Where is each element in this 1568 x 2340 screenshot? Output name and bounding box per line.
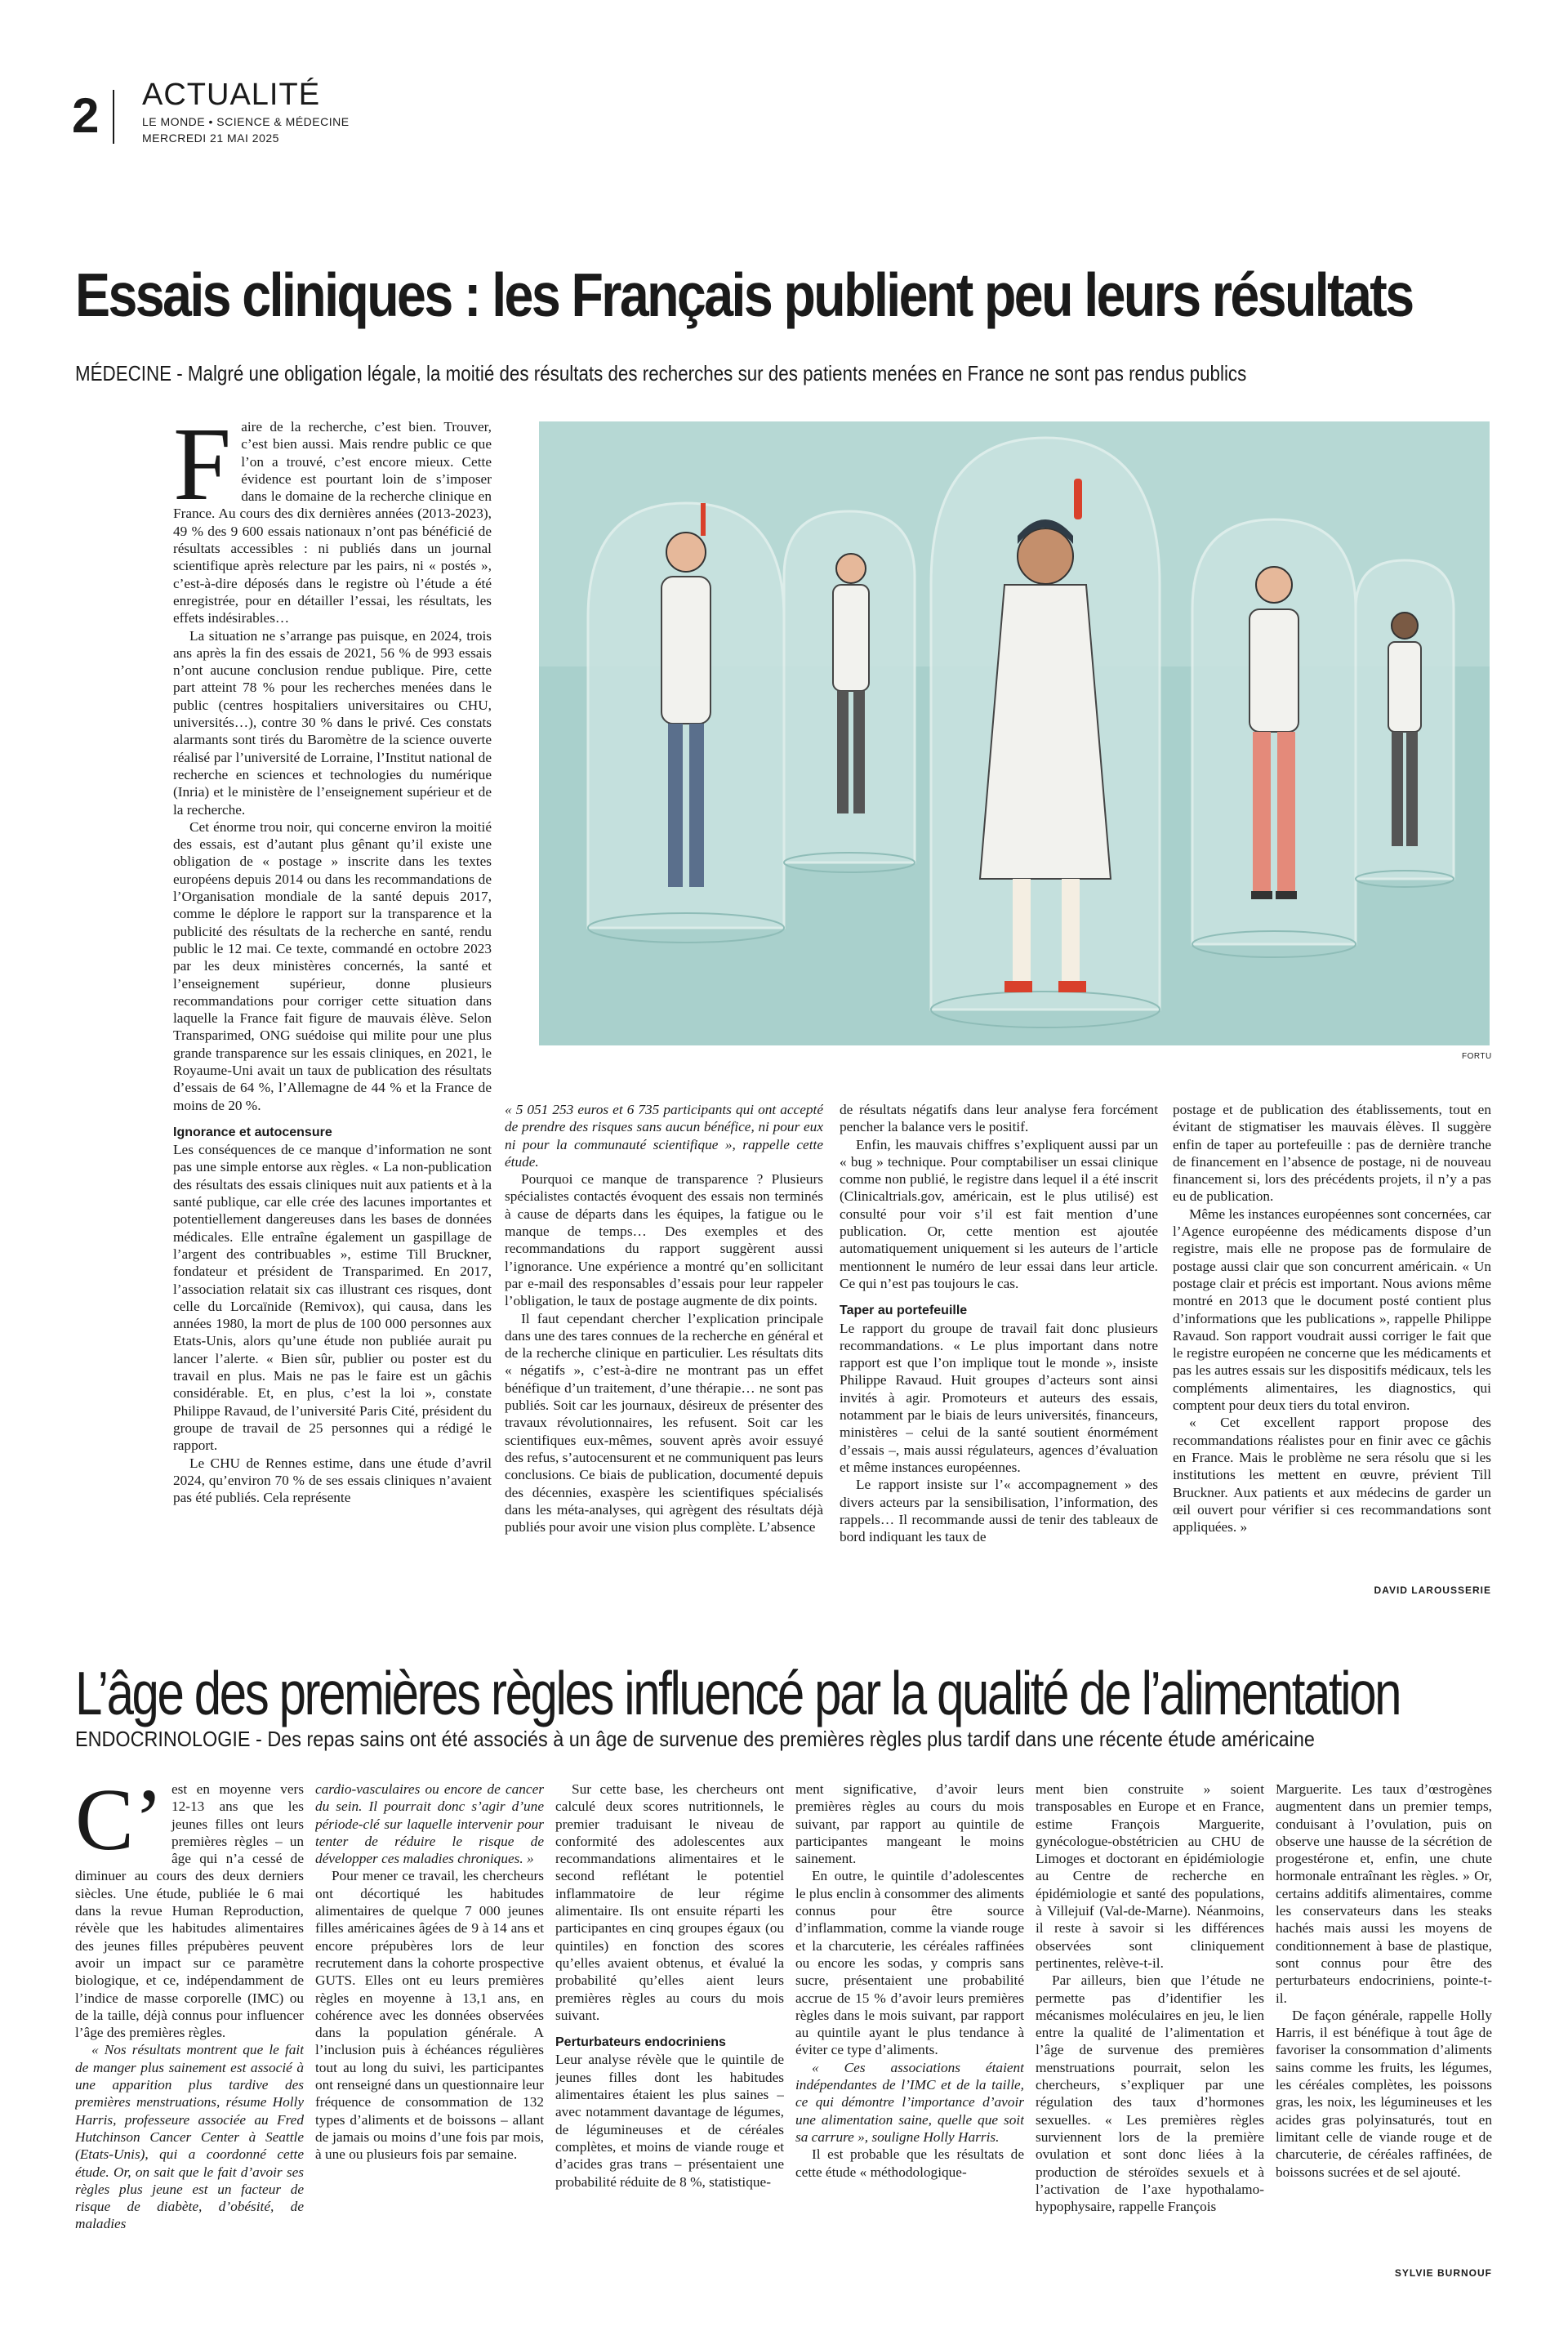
- article1-paragraph: « Cet excellent rapport propose des recommandations réalistes pour en finir avec ce gâchis en France. Mais le problème ne sera résolu que si les institutions les mettent en œuvre, prévient Till Bruckner. Aux patients et aux médecins de garder un œil ouvert pour vérifier si ces recommandations sont appliquées. »: [1173, 1415, 1491, 1535]
- article2-paragraph: Il est probable que les résultats de cette étude « méthodologique-: [795, 2146, 1024, 2180]
- scientists-in-bell-jars-illustration: [539, 421, 1490, 1045]
- article2-paragraph: est en moyenne vers 12-13 ans que les jeunes filles ont leurs premières règles – un âge qui n’a cessé de diminuer au cours des deux derniers siècles. Une étude, publiée le 6 mai dans la revue Human Reproduction, révèle que les habitudes alimentaires des jeunes filles prépubères peuvent avoir un impact sur ce paramètre biologique, et ce, indépendamment de l’indice de masse corporelle (IMC) ou de la taille, déjà connus pour influencer l’âge des premières règles.: [75, 1781, 304, 2041]
- edition-label: LE MONDE • SCIENCE & MÉDECINE: [142, 115, 350, 128]
- article2-paragraph: En outre, le quintile d’adolescentes le plus enclin à consommer des aliments connus pour être source d’inflammation, comme la viande rouge et la charcuterie, les céréales raffinées ou encore les sodas, y compris sans sucre, présentaient une probabilité accrue de 15 % d’avoir leurs premières règles dans le mois suivant, par rapport au quintile ayant le plus tendance à éviter ce type d’aliments.: [795, 1868, 1024, 2058]
- article1-subhead: Taper au portefeuille: [840, 1304, 968, 1318]
- article1-paragraph: Enfin, les mauvais chiffres s’expliquent aussi par un « bug » technique. Pour comptabiliser un essai clinique comme non publié, le registre dans lequel il a été inscrit (Clinicaltrials.gov, américain, est le plus utilisé) est consulté pour voir s’il est fait mention d’une publication. Or, cette mention est ajoutée automatiquement uniquement si les auteurs de l’article mentionnent le numéro de leur essai dans leur article. Ce qui n’est pas toujours le cas.: [840, 1136, 1158, 1291]
- article2-dek: [75, 1725, 1315, 1753]
- article1-headline: Essais cliniques : les Français publient peu leurs résultats: [75, 261, 1413, 329]
- article2-subhead: Perturbateurs endocriniens: [555, 2035, 726, 2050]
- article1-paragraph: Il faut cependant chercher l’explication principale dans une des tares connues de la recherche en général et de la recherche clinique en particulier. Les résultats dits « négatifs », c’est-à-dire ne montrant pas un effet bénéfique d’un traitement, d’une thérapie… ne sont pas publiés. Soit car les journaux, désireux de présenter des travaux révolutionnaires, les refusent. Soit car les scientifiques eux-mêmes, souvent après avoir essuyé des refus, s’autocensurent et ne communiquent pas leurs conclusions. Ce biais de publication, documenté depuis des décennies, exaspère les scientifiques spécialisés dans les méta-analyses, qui agrègent des résultats déjà publiés pour avoir une vision plus complète. L’absence: [505, 1310, 823, 1535]
- article2-paragraph: « Ces associations étaient indépendantes de l’IMC et de la taille, ce qui démontre l’importance d’avoir une alimentation saine, quelle que soit sa carrure », souligne Holly Harris.: [795, 2059, 1024, 2145]
- article1-paragraph: Pourquoi ce manque de transparence ? Plusieurs spécialistes contactés évoquent des essais non terminés à cause de départs dans les équipes, la fatigue ou le manque de temps… Des exemples et des recommandations du rapport suggèrent aussi l’ignorance. Une expérience a montré qu’en sollicitant par e-mail des responsables d’essais pour leur rappeler l’obligation, le taux de postage augmente de dix points.: [505, 1171, 823, 1309]
- article1-column-2: [505, 1101, 823, 1599]
- article1-paragraph: Cet énorme trou noir, qui concerne environ la moitié des essais, est d’autant plus gênant qu’il existe une obligation de « postage » inscrite dans les textes européens depuis 2014 ou dans les recommandations de l’Organisation mondiale de la santé depuis 2017, comme le déplore le rapport sur la transparence et la publicité des résultats de la recherche en santé, rendu public le 12 mai. Ce texte, commandé en octobre 2023 par les deux ministères concernés, la santé et l’enseignement supérieur, donne plusieurs recommandations pour corriger cette situation dans laquelle la France fait figure de mauvais élève. Selon Transparimed, ONG suédoise qui milite pour une plus grande transparence sur les essais cliniques, en 2021, le Royaume-Uni avait un taux de publication des résultats d’essais de 64 %, l’Allemagne de 44 % et la France de moins de 20 %.: [173, 818, 492, 1113]
- article2-paragraph: ment significative, d’avoir leurs premières règles au cours du mois suivant, par rapport au quintile de participantes mangeant le moins sainement.: [795, 1781, 1024, 1867]
- article2-headline: L’âge des premières règles influencé par la qualité de l’alimentation: [75, 1659, 1401, 1727]
- article2-column-5: [1036, 1781, 1264, 2271]
- article2-paragraph: ment bien construite » soient transposables en Europe et en France, estime François Marguerite, gynécologue-obstétricien au CHU de Limoges et doctorant en épidémiologie au Centre de recherche en épidémiologie et santé des populations, à Villejuif (Val-de-Marne). Néanmoins, il reste à savoir si les différences observées sont cliniquement pertinentes, relève-t-il.: [1036, 1781, 1264, 1971]
- article2-dropcap: C’: [75, 1781, 163, 1869]
- article2-column-4: [795, 1781, 1024, 2271]
- article1-column-3: [840, 1101, 1158, 1599]
- article1-dek-text: - Malgré une obligation légale, la moitié des résultats des recherches sur des patients menées en France ne sont pas rendus publics: [172, 361, 1247, 386]
- article1-paragraph: Le rapport insiste sur l’« accompagnement » des divers acteurs par la sensibilisation, l’information, des rappels… Il recommande aussi de tenir des tableaux de bord indiquant les taux de: [840, 1477, 1158, 1545]
- article2-paragraph: Pour mener ce travail, les chercheurs ont décortiqué les habitudes alimentaires de quelque 7 000 jeunes filles américaines âgées de 9 à 14 ans et encore prépubères lors de leur recrutement dans la cohorte prospective GUTS. Elles ont eu leurs premières règles en moyenne à 13,1 ans, en cohérence avec les données observées dans la population générale. A l’inclusion puis à échéances régulières tout au long du suivi, les participantes ont renseigné dans un questionnaire leur fréquence de consommation de 132 types d’aliments et de boissons – allant de jamais ou moins d’une fois par mois, à une ou plusieurs fois par semaine.: [315, 1868, 544, 2163]
- article2-column-6: [1276, 1781, 1492, 2262]
- illustration-credit: FORTU: [1462, 1052, 1492, 1061]
- article1-paragraph: postage et de publication des établissements, tout en évitant de stigmatiser les mauvais élèves. Il suggère enfin de taper au portefeuille : pas de dernière tranche de financement en l’absence de postage, ni de nouveau financement si, lors des précédents projets, il n’y a pas eu de publication.: [1173, 1102, 1491, 1205]
- illustration: [539, 421, 1490, 1045]
- article2-paragraph: cardio-vasculaires ou encore de cancer du sein. Il pourrait donc s’agir d’une période-clé sur laquelle intervenir pour tenter de réduire le risque de développer ces maladies chroniques. »: [315, 1781, 544, 1867]
- article2-paragraph: Sur cette base, les chercheurs ont calculé deux scores nutritionnels, le premier traduisant le niveau de conformité des adolescentes aux recommandations alimentaires et le second reflétant le potentiel inflammatoire de leur régime alimentaire. Ils ont ensuite réparti les participantes en cinq groupes égaux (ou quintiles) en fonction des scores qu’elles avaient obtenus, et évalué la probabilité qu’elles aient leurs premières règles au cours du mois suivant.: [555, 1781, 784, 2023]
- article1-paragraph: Le CHU de Rennes estime, dans une étude d’avril 2024, qu’environ 70 % de ses essais cliniques n’avaient pas été publiés. Cela représente: [173, 1455, 492, 1506]
- article1-column-1: [173, 418, 492, 1598]
- article2-kicker: ENDOCRINOLOGIE: [75, 1727, 251, 1751]
- article2-paragraph: Leur analyse révèle que le quintile de jeunes filles dont les habitudes alimentaires étaient les plus saines – avec notamment davantage de légumes, de légumineuses et de céréales complètes, et moins de viande rouge et d’acides gras trans – présentaient une probabilité réduite de 8 %, statistique-: [555, 2052, 784, 2190]
- article2-dek-text: - Des repas sains ont été associés à un âge de survenue des premières règles plus tardif dans une récente étude américaine: [250, 1727, 1315, 1751]
- article1-signature: DAVID LAROUSSERIE: [1374, 1585, 1491, 1596]
- article2-paragraph: Par ailleurs, bien que l’étude ne permette pas d’identifier les mécanismes moléculaires en jeu, le lien entre la qualité de l’alimentation et l’âge de survenue des premières menstruations pourrait, selon les chercheurs, s’expliquer par une régulation des taux d’hormones sexuelles. « Les premières règles surviennent lors de la première ovulation et sont donc liées à la production de stéroïdes sexuels et à l’activation de l’axe hypothalamo-hypophysaire, rappelle François: [1036, 1972, 1264, 2215]
- article2-paragraph: De façon générale, rappelle Holly Harris, il est bénéfique à tout âge de favoriser la consommation d’aliments sains comme les fruits, les légumes, les céréales complètes, les poissons gras, les noix, les légumineuses et les acides gras polyinsaturés, tout en limitant celle de viande rouge et de charcuterie, de céréales raffinées, de boissons sucrées et de sel ajouté.: [1276, 2007, 1492, 2180]
- article2-paragraph: « Nos résultats montrent que le fait de manger plus sainement est associé à une apparition plus tardive des premières menstruations, résume Holly Harris, professeure associée au Fred Hutchinson Cancer Center à Seattle (Etats-Unis), qui a coordonné cette étude. Or, on sait que le fait d’avoir ses règles plus jeune est un facteur de risque de diabète, d’obésité, de maladies: [75, 2042, 304, 2232]
- article1-dropcap: F: [173, 418, 232, 522]
- article1-paragraph: aire de la recherche, c’est bien. Trouver, c’est bien aussi. Mais rendre public ce que l’on a trouvé, c’est encore mieux. Cette évidence est pourtant loin de s’imposer dans le domaine de la recherche clinique en France. Au cours des dix dernières années (2013-2023), 49 % des 9 600 essais nationaux n’ont pas bénéficié de résultats accessibles : ni publiés dans un journal scientifique après relecture par les pairs, ni « postés », c’est-à-dire déposés dans le registre où l’étude a été enregistrée, pour en détailler l’essai, les résultats, les effets indésirables…: [173, 419, 492, 626]
- article2-paragraph: Marguerite. Les taux d’œstrogènes augmentent dans un premier temps, conduisant à l’ovulation, puis on observe une hausse de la sécrétion de progestérone et, enfin, une chute hormonale entraînant les règles. » Or, certains additifs alimentaires, comme les conservateurs dans les steaks hachés mais aussi les moyens de conditionnement à base de plastique, sont connus pour être des perturbateurs endocriniens, pointe-t-il.: [1276, 1781, 1492, 2006]
- article1-dek: [75, 359, 1246, 387]
- article1-column-4: [1173, 1101, 1491, 1583]
- article2-column-3: [555, 1781, 784, 2271]
- header-divider: [113, 90, 114, 144]
- article1-paragraph: « 5 051 253 euros et 6 735 participants qui ont accepté de prendre des risques sans aucun bénéfice, ni pour eux ni pour la communauté scientifique », rappelle cette étude.: [505, 1102, 823, 1170]
- issue-date: MERCREDI 21 MAI 2025: [142, 131, 279, 145]
- article1-paragraph: de résultats négatifs dans leur analyse fera forcément pencher la balance vers le positif.: [840, 1102, 1158, 1135]
- article2-signature: SYLVIE BURNOUF: [1394, 2267, 1492, 2279]
- article2-column-2: [315, 1781, 544, 2271]
- article1-kicker: MÉDECINE: [75, 361, 172, 386]
- article2-column-1: [75, 1781, 304, 2271]
- page-number: 2: [72, 88, 100, 143]
- article1-paragraph: Les conséquences de ce manque d’information ne sont pas une simple entorse aux règles. « La non-publication des résultats des essais cliniques nuit aux patients et à la santé publique, car elle crée des lacunes importantes et potentiellement dangereuses dans les bases de données médicales. Elle entraîne également un gaspillage de l’argent des contribuables », estime Till Bruckner, fondateur et président de Transparimed. En 2017, l’association relatait six cas illustrant ces risques, dont celle du Lorcaïnide (Remivox), qui causa, dans les années 1980, la mort de plus de 100 000 personnes aux Etats-Unis, alors qu’une étude non publiée aurait pu lancer l’alerte. « Bien sûr, publier ou poster est du travail en plus. Mais ne pas le faire est un gâchis considérable. Et, en plus, c’est la loi », constate Philippe Ravaud, de l’université Paris Cité, président du groupe de travail de 25 personnes qui a rédigé le rapport.: [173, 1142, 492, 1454]
- section-rubric: ACTUALITÉ: [142, 78, 321, 112]
- article1-subhead: Ignorance et autocensure: [173, 1125, 332, 1139]
- article1-paragraph: La situation ne s’arrange pas puisque, en 2024, trois ans après la fin des essais de 2021, 56 % de 993 essais n’ont aucune conclusion rendue publique. Pire, cette part atteint 78 % pour les recherches menées dans le public (centres hospitaliers universitaires ou CHU, universités…), contre 30 % dans le privé. Ces constats alarmants sont tirés du Baromètre de la science ouverte réalisé par l’université de Lorraine, l’Institut national de recherche en sciences et technologies du numérique (Inria) et le ministère de l’enseignement supérieur et de la recherche.: [173, 627, 492, 818]
- article1-paragraph: Même les instances européennes sont concernées, car l’Agence européenne des médicaments dispose d’un registre, mais elle ne propose pas de formulaire de postage aussi clair que son concurrent américain. « Un postage clair et précis est important. Nous avions même montré en 2013 que le document posté contient plus d’informations que les publications », rappelle Philippe Ravaud. Son rapport voudrait aussi corriger le fait que le registre européen ne concerne que les médicaments et pas les autres essais sur les dispositifs médicaux, tels les compléments alimentaires, les diagnostics, qui comptent pour deux tiers du total environ.: [1173, 1206, 1491, 1414]
- article1-paragraph: Le rapport du groupe de travail fait donc plusieurs recommandations. « Le plus important dans notre rapport est que l’on implique tout le monde », insiste Philippe Ravaud. Huit groupes d’acteurs sont ainsi invités à agir. Promoteurs et auteurs des essais, notamment par le biais de leurs universités, financeurs, ministères – celui de la santé soutient énormément d’essais –, mais aussi régulateurs, agences d’évaluation et même instances européennes.: [840, 1320, 1158, 1475]
